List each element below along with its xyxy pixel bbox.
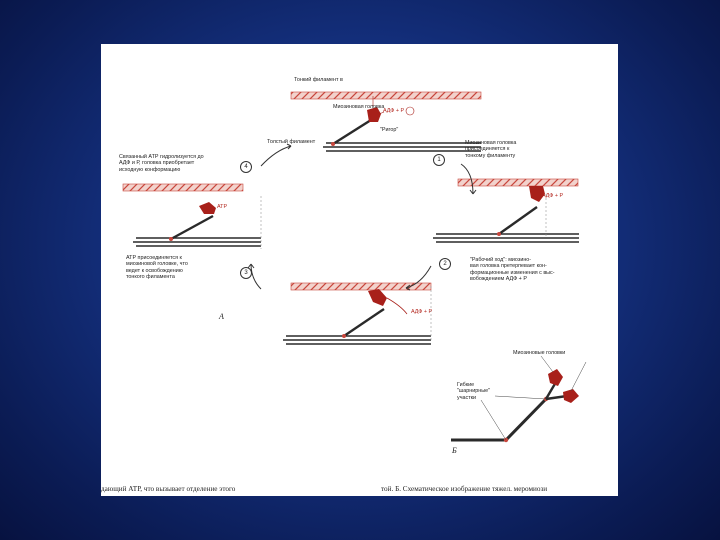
step-marker-1: 1 [433,154,445,166]
hinge-dot [331,142,335,146]
label-adp-p-2: АДФ + Р [542,193,564,199]
panel-letter-a: А [219,312,224,321]
step-marker-4: 4 [240,161,252,173]
label-thick-filament: Толстый филамент [267,139,316,145]
label-rigor: "Ригор" [380,127,399,133]
figure [101,44,618,496]
myosin-neck [499,207,537,234]
panel-letter-b: Б [452,446,457,455]
label-atp: АТР [217,204,228,210]
myosin-neck [171,216,213,239]
myosin-head [368,289,387,306]
caption-left: дающий АТР, что вызывает отделение этого [101,485,236,493]
state-middle [283,283,431,344]
thin-filament [123,184,243,191]
myosin-neck [506,399,546,440]
label-step-3: АТР присоединяется к миозиновой головке, что ведет к освобождению тонкого филамента [126,255,188,281]
label-step-2: "Рабочий ход": миозино- вая головка претерпевает кон- формационные изменения с выс- вобождением АДФ + Р [470,257,555,283]
myosin-head [199,202,216,214]
phosphate-icon [406,107,414,115]
myosin-head [563,389,579,403]
label-step-4: Связанный АТР гидролизуется до АДФ и Р, головка приобретает исходную конформацию [119,154,204,173]
label-myosin-head: Миозиновая головка [333,104,385,110]
caption-right: той. Б. Схематическое изображение тяжел. меромиози [381,485,548,493]
step-marker-3: 3 [240,267,252,279]
myosin-head [548,369,563,386]
arrow-step-4 [261,146,291,166]
state-left [123,184,261,249]
label-adp-p-3: АДФ + Р [411,309,433,315]
thin-filament [291,92,481,99]
thin-filament [458,179,578,186]
step-marker-2: 2 [439,258,451,270]
thick-filament [433,234,579,242]
thick-filament [133,238,261,246]
thick-filament [283,336,431,344]
label-thin-filament: Тонкий филамент в [294,77,343,83]
myosin-neck [344,309,384,336]
state-right [433,179,579,242]
label-myosin-heads-b: Миозиновые головки [513,350,566,356]
myosin-neck [333,120,371,144]
label-flexible-hinge: Гибкие "шарнирные" участки [457,382,490,401]
arrow-step-3 [251,264,261,289]
label-adp-p: АДФ + Р [383,108,405,114]
thick-filament [323,143,481,151]
label-step-1: Миозиновая головка присоединяется к тонкому филаменту [465,140,517,159]
state-top [291,92,481,151]
